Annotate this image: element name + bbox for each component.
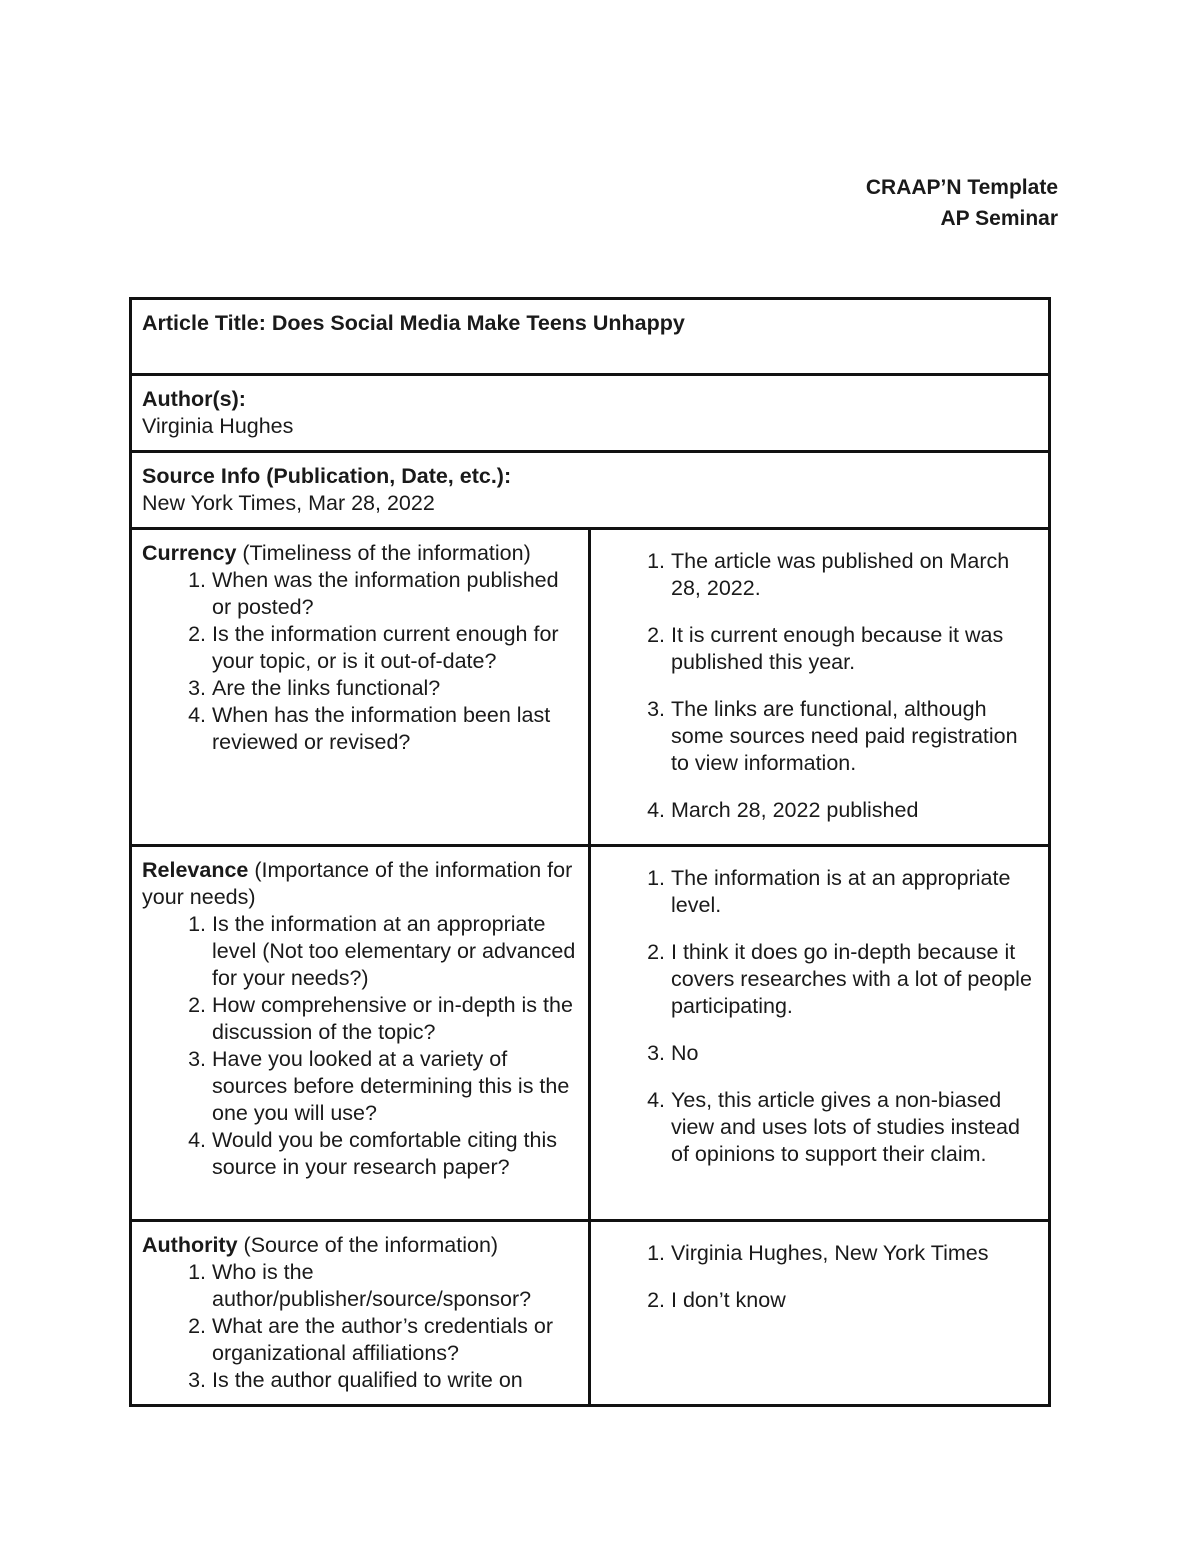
section-name: Currency (142, 541, 237, 565)
article-title: Article Title: Does Social Media Make Teens Unhappy (142, 311, 685, 335)
answer-item: 2. I don’t know (671, 1287, 1038, 1314)
section-heading (142, 540, 578, 567)
question-list (142, 911, 578, 1181)
answer-item: 3. No (671, 1040, 1038, 1067)
answer-item: 4. Yes, this article gives a non-biased view and uses lots of studies instead of opinions to support their claim. (671, 1087, 1038, 1168)
course-name: AP Seminar (940, 207, 1058, 230)
authors-cell (131, 375, 1050, 452)
answer-list (601, 865, 1038, 1168)
section-description: (Timeliness of the information) (242, 541, 531, 565)
question-item: 4. When has the information been last reviewed or revised? (212, 702, 578, 756)
section-name: Relevance (142, 858, 249, 882)
answer-item: 1. The article was published on March 28, 2022. (671, 548, 1038, 602)
question-item: 3. Have you looked at a variety of sources before determining this is the one you will use? (212, 1046, 578, 1127)
question-item: 1. When was the information published or posted? (212, 567, 578, 621)
question-item: 2. Is the information current enough for your topic, or is it out-of-date? (212, 621, 578, 675)
currency-row (131, 529, 1050, 846)
answer-item: 1. The information is at an appropriate level. (671, 865, 1038, 919)
template-title: CRAAP’N Template (865, 176, 1058, 199)
section-description: (Importance of the information for your needs) (142, 858, 573, 909)
section-description: (Source of the information) (243, 1233, 499, 1257)
answer-item: 2. I think it does go in-depth because it covers researches with a lot of people participating. (671, 939, 1038, 1020)
source-info-value: New York Times, Mar 28, 2022 (142, 491, 435, 515)
answer-list (601, 1240, 1038, 1314)
answer-item: 1. Virginia Hughes, New York Times (671, 1240, 1038, 1267)
source-info-cell (131, 452, 1050, 529)
authority-questions-cell (131, 1221, 590, 1406)
article-title-cell (131, 299, 1050, 375)
authors-value: Virginia Hughes (142, 414, 294, 438)
answer-item: 2. It is current enough because it was published this year. (671, 622, 1038, 676)
document-header (866, 172, 1058, 234)
question-item: 2. How comprehensive or in-depth is the discussion of the topic? (212, 992, 578, 1046)
question-item: 1. Who is the author/publisher/source/sponsor? (212, 1259, 578, 1313)
question-item: 1. Is the information at an appropriate level (Not too elementary or advanced for your needs?) (212, 911, 578, 992)
answer-item: 3. The links are functional, although some sources need paid registration to view information. (671, 696, 1038, 777)
question-item: 2. What are the author’s credentials or organizational affiliations? (212, 1313, 578, 1367)
relevance-questions-cell (131, 846, 590, 1221)
question-list (142, 1259, 578, 1394)
answer-list (601, 548, 1038, 824)
section-heading (142, 1232, 578, 1259)
currency-answers-cell (590, 529, 1050, 846)
currency-questions-cell (131, 529, 590, 846)
craap-table (129, 297, 1051, 1407)
relevance-answers-cell (590, 846, 1050, 1221)
authority-answers-cell (590, 1221, 1050, 1406)
authors-label: Author(s): (142, 387, 246, 411)
section-name: Authority (142, 1233, 238, 1257)
authority-row (131, 1221, 1050, 1406)
section-heading (142, 857, 578, 911)
question-list (142, 567, 578, 756)
question-item: 4. Would you be comfortable citing this source in your research paper? (212, 1127, 578, 1181)
answer-item: 4. March 28, 2022 published (671, 797, 1038, 824)
relevance-row (131, 846, 1050, 1221)
question-item: 3. Is the author qualified to write on (212, 1367, 578, 1394)
question-item: 3. Are the links functional? (212, 675, 578, 702)
source-info-label: Source Info (Publication, Date, etc.): (142, 464, 512, 488)
